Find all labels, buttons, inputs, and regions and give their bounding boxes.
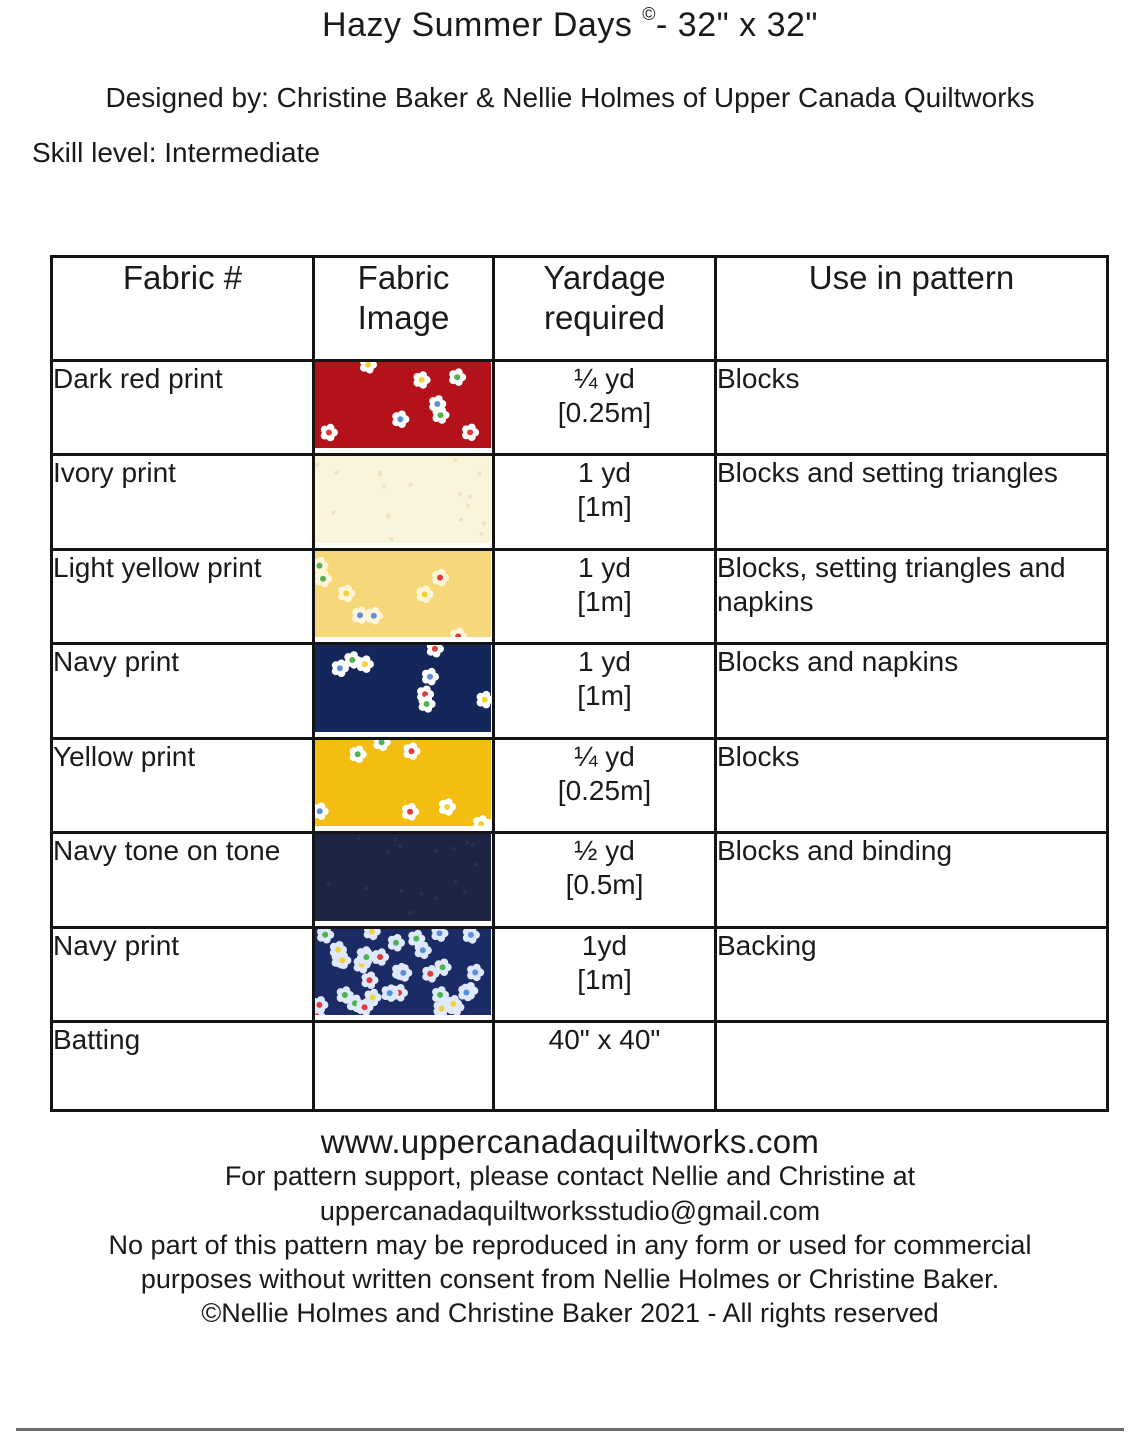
bottom-rule [16, 1428, 1124, 1431]
table-row [52, 455, 1108, 549]
yardage-cell [494, 644, 716, 738]
use-in-pattern: Backing [716, 927, 1108, 1021]
title-text: Hazy Summer Days [322, 6, 633, 44]
fabric-image-cell [314, 644, 494, 738]
header-image: Fabric Image [314, 257, 494, 361]
table-row [52, 361, 1108, 455]
fabric-swatch [315, 929, 492, 1015]
fabric-name: Navy print [52, 927, 314, 1021]
use-in-pattern: Blocks and setting triangles [716, 455, 1108, 549]
fabric-swatch [315, 834, 492, 920]
use-in-pattern: Blocks and binding [716, 833, 1108, 927]
yardage-cell [494, 927, 716, 1021]
table-row [52, 738, 1108, 832]
yardage-imperial: ½ yd [574, 835, 635, 867]
fabric-image-cell [314, 738, 494, 832]
fabric-name: Ivory print [52, 455, 314, 549]
yardage-imperial: 1 yd [578, 551, 631, 583]
header-fabric: Fabric # [52, 257, 314, 361]
yardage-metric: [1m] [577, 491, 632, 523]
fabric-image-cell [314, 549, 494, 643]
yardage-cell [494, 738, 716, 832]
page-title [0, 6, 1140, 45]
fabric-swatch [315, 456, 492, 542]
yardage-cell [494, 549, 716, 643]
support-text: For pattern support, please contact Nellie and Christine at [224, 1161, 916, 1191]
table-row [52, 1022, 1108, 1111]
rights-line-2: purposes without written consent from Nellie Holmes or Christine Baker. [140, 1264, 1000, 1294]
yardage-cell [494, 1022, 716, 1111]
yardage-metric: [1m] [577, 585, 632, 617]
yardage-imperial: ¼ yd [574, 740, 635, 772]
table-header-row [52, 257, 1108, 361]
header-yardage: Yardage required [494, 257, 716, 361]
yardage-metric: [0.5m] [565, 869, 644, 901]
copyright-mark: © [642, 4, 657, 24]
skill-level: Skill level: Intermediate [32, 137, 320, 168]
fabric-name: Navy tone on tone [52, 833, 314, 927]
yardage-imperial: 1 yd [578, 457, 631, 489]
website-url: www.uppercanadaquiltworks.com [320, 1123, 820, 1160]
fabric-table [50, 255, 1109, 1112]
fabric-name: Yellow print [52, 738, 314, 832]
yardage-cell [494, 833, 716, 927]
fabric-image-cell [314, 361, 494, 455]
fabric-name: Dark red print [52, 361, 314, 455]
use-in-pattern: Blocks [716, 738, 1108, 832]
use-in-pattern: Blocks, setting triangles and napkins [716, 549, 1108, 643]
use-in-pattern: Blocks and napkins [716, 644, 1108, 738]
yardage-imperial: ¼ yd [574, 363, 635, 394]
table-row [52, 549, 1108, 643]
yardage-imperial: 40" x 40" [548, 1024, 661, 1056]
yardage-cell [494, 455, 716, 549]
copyright-line: ©Nellie Holmes and Christine Baker 2021 - All rights reserved [201, 1298, 939, 1328]
yardage-cell [494, 361, 716, 455]
fabric-image-cell [314, 833, 494, 927]
fabric-image-cell [314, 1022, 494, 1111]
yardage-imperial: 1yd [581, 929, 628, 961]
designed-by: Designed by: Christine Baker & Nellie Holmes of Upper Canada Quiltworks [105, 82, 1035, 113]
table-row [52, 833, 1108, 927]
yardage-metric: [1m] [577, 963, 632, 995]
fabric-image-cell [314, 927, 494, 1021]
table-row [52, 927, 1108, 1021]
fabric-name: Navy print [52, 644, 314, 738]
use-in-pattern [716, 1022, 1108, 1111]
table-row [52, 644, 1108, 738]
support-email: uppercanadaquiltworksstudio@gmail.com [319, 1196, 821, 1226]
fabric-swatch [315, 551, 492, 637]
use-in-pattern: Blocks [716, 361, 1108, 455]
fabric-swatch [315, 645, 492, 731]
yardage-metric: [0.25m] [557, 397, 652, 428]
header-use: Use in pattern [716, 257, 1108, 361]
fabric-name: Light yellow print [52, 549, 314, 643]
rights-line-1: No part of this pattern may be reproduced in any form or used for commercial [108, 1230, 1032, 1260]
fabric-image-cell [314, 455, 494, 549]
yardage-imperial: 1 yd [578, 646, 631, 678]
title-size: - 32" x 32" [656, 6, 818, 44]
yardage-metric: [1m] [577, 680, 632, 712]
fabric-swatch [315, 740, 492, 826]
yardage-metric: [0.25m] [557, 774, 652, 806]
fabric-name: Batting [52, 1022, 314, 1111]
fabric-swatch [315, 362, 492, 448]
